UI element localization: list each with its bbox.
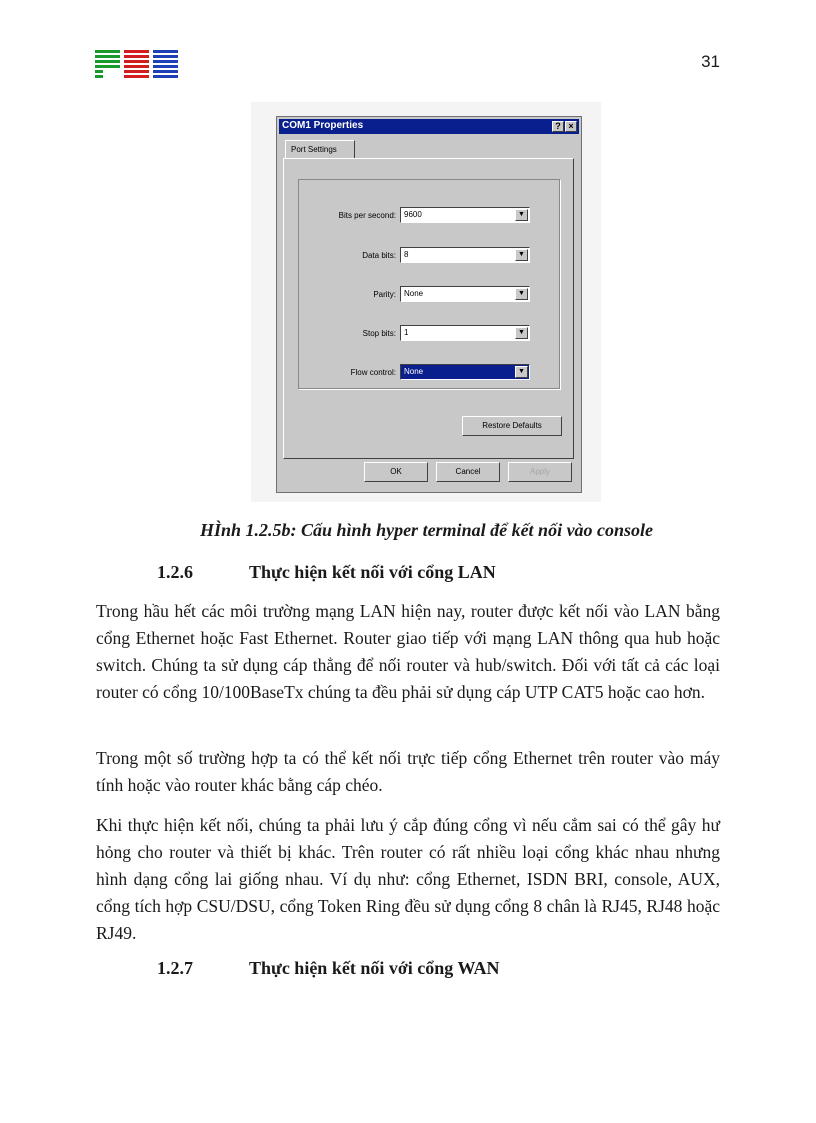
- chevron-down-icon[interactable]: ▼: [515, 327, 528, 339]
- chevron-down-icon[interactable]: ▼: [515, 209, 528, 221]
- bits-per-second-value: 9600: [404, 210, 422, 219]
- stop-bits-value: 1: [404, 328, 409, 337]
- port-settings-panel: [283, 158, 574, 459]
- page-number: 31: [701, 52, 720, 71]
- stop-bits-label: Stop bits:: [362, 329, 396, 338]
- section-title: Thực hiện kết nối với cổng WAN: [249, 958, 500, 978]
- flow-control-label: Flow control:: [350, 368, 396, 377]
- cancel-button[interactable]: Cancel: [436, 462, 500, 482]
- figure-caption: HÌnh 1.2.5b: Cấu hình hyper terminal để kết nối vào console: [200, 520, 654, 540]
- logo-letter-n: [124, 50, 149, 78]
- ok-button[interactable]: OK: [364, 462, 428, 482]
- paragraph: Trong một số trường hợp ta có thể kết nối trực tiếp cổng Ethernet trên router vào máy tính hoặc vào router khác bằng cáp chéo.: [96, 748, 720, 795]
- data-bits-value: 8: [404, 250, 409, 259]
- paragraph: Trong hầu hết các môi trường mạng LAN hiện nay, router được kết nối vào LAN bằng cổng Ethernet hoặc Fast Ethernet. Router giao tiếp với mạng LAN thông qua hub hoặc switch. Chúng ta sử dụng cáp thẳng để nối router và hub/switch. Đối với tất cả các loại router có cổng 10/100BaseTx chúng ta đều phải sử dụng cáp UTP CAT5 hoặc cao hơn.: [96, 601, 720, 702]
- chevron-down-icon[interactable]: ▼: [515, 288, 528, 300]
- close-icon[interactable]: ×: [565, 121, 577, 132]
- chevron-down-icon[interactable]: ▼: [515, 366, 528, 378]
- logo-letter-h: [153, 50, 178, 78]
- apply-button[interactable]: Apply: [508, 462, 572, 482]
- section-number: 1.2.7: [157, 958, 193, 978]
- paragraph: Khi thực hiện kết nối, chúng ta phải lưu ý cắp đúng cổng vì nếu cắm sai có thể gây hư hỏng cho router và thiết bị khác. Trên router có rất nhiều loại cổng khác nhau nhưng hình dạng cổng lai giống nhau. Ví dụ như: cổng Ethernet, ISDN BRI, console, AUX, cổng tích hợp CSU/DSU, cổng Token Ring đều sử dụng cổng 8 chân là RJ45, RJ48 hoặc RJ49.: [96, 815, 720, 943]
- flow-control-value: None: [404, 367, 424, 376]
- dialog-titlebar: [279, 119, 579, 134]
- restore-defaults-button[interactable]: Restore Defaults: [462, 416, 562, 436]
- bits-per-second-label: Bits per second:: [338, 211, 396, 220]
- dialog-title: COM1 Properties: [282, 120, 364, 131]
- stop-bits-select[interactable]: [400, 325, 530, 341]
- section-title: Thực hiện kết nối với cổng LAN: [249, 562, 496, 582]
- parity-value: None: [404, 289, 424, 298]
- section-number: 1.2.6: [157, 562, 193, 582]
- parity-select[interactable]: [400, 286, 530, 302]
- section-heading-wan: [157, 958, 499, 979]
- help-icon[interactable]: ?: [552, 121, 564, 132]
- com1-properties-dialog: [276, 116, 582, 493]
- data-bits-select[interactable]: [400, 247, 530, 263]
- chevron-down-icon[interactable]: ▼: [515, 249, 528, 261]
- bits-per-second-select[interactable]: [400, 207, 530, 223]
- data-bits-label: Data bits:: [362, 251, 396, 260]
- logo-letter-p: [95, 50, 120, 78]
- flow-control-select[interactable]: [400, 364, 530, 380]
- tab-port-settings[interactable]: Port Settings: [285, 140, 355, 159]
- parity-label: Parity:: [373, 290, 396, 299]
- pnh-logo: [95, 50, 179, 78]
- section-heading-lan: [157, 562, 496, 583]
